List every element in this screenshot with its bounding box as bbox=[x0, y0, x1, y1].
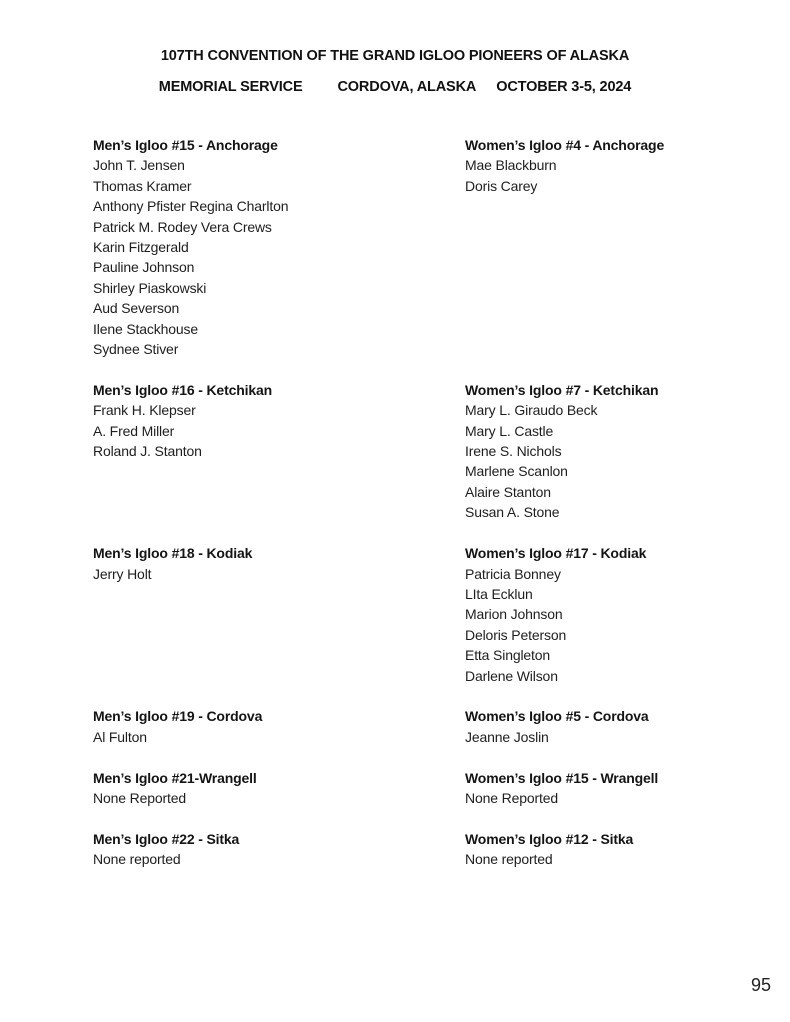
subtitle-dates: OCTOBER 3-5, 2024 bbox=[496, 79, 632, 95]
memorial-name: None reported bbox=[93, 851, 181, 868]
memorial-name: Marion Johnson bbox=[465, 606, 563, 623]
igloo-section-right bbox=[465, 135, 770, 196]
memorial-name: Al Fulton bbox=[93, 728, 147, 745]
memorial-name: None reported bbox=[465, 851, 553, 868]
section-heading: Women’s Igloo #4 - Anchorage bbox=[465, 137, 665, 153]
memorial-name: Anthony Pfister Regina Charlton bbox=[93, 198, 289, 215]
memorial-name: A. Fred Miller bbox=[93, 422, 175, 439]
section-heading: Women’s Igloo #7 - Ketchikan bbox=[465, 381, 659, 398]
memorial-name: Patricia Bonney bbox=[465, 565, 561, 582]
memorial-name: Susan A. Stone bbox=[465, 504, 560, 521]
igloo-section-right bbox=[465, 706, 770, 747]
igloo-section-left bbox=[93, 135, 465, 359]
memorial-name: Jerry Holt bbox=[93, 565, 152, 582]
memorial-name: Jeanne Joslin bbox=[465, 728, 549, 745]
memorial-name: Pauline Johnson bbox=[93, 259, 195, 276]
section-heading: Men’s Igloo #18 - Kodiak bbox=[93, 545, 253, 562]
memorial-name: Sydnee Stiver bbox=[93, 341, 179, 358]
section-heading: Men’s Igloo #22 - Sitka bbox=[93, 830, 240, 847]
igloo-section-right bbox=[465, 829, 770, 870]
igloo-section-right bbox=[465, 543, 770, 686]
memorial-name: LIta Ecklun bbox=[465, 585, 533, 602]
memorial-name: Thomas Kramer bbox=[93, 177, 192, 194]
memorial-name: Darlene Wilson bbox=[465, 667, 558, 684]
memorial-name: Mary L. Giraudo Beck bbox=[465, 402, 598, 419]
memorial-name: Etta Singleton bbox=[465, 647, 551, 664]
section-heading: Men’s Igloo #21-Wrangell bbox=[93, 769, 257, 786]
section-heading: Men’s Igloo #16 - Ketchikan bbox=[93, 381, 273, 398]
page-number: 95 bbox=[750, 975, 771, 995]
subtitle-location: CORDOVA, ALASKA bbox=[337, 79, 477, 95]
memorial-name: None Reported bbox=[93, 789, 187, 806]
memorial-name: Doris Carey bbox=[465, 177, 538, 194]
section-heading: Women’s Igloo #15 - Wrangell bbox=[465, 769, 659, 786]
igloo-section-left bbox=[93, 829, 465, 870]
igloo-section-right bbox=[465, 768, 770, 809]
memorial-name: Karin Fitzgerald bbox=[93, 239, 189, 256]
memorial-name: Frank H. Klepser bbox=[93, 402, 196, 419]
memorial-name: Mary L. Castle bbox=[465, 422, 554, 439]
page-subtitle bbox=[0, 77, 790, 97]
section-heading: Women’s Igloo #5 - Cordova bbox=[465, 708, 649, 725]
section-heading: Women’s Igloo #12 - Sitka bbox=[465, 830, 634, 847]
igloo-section-right bbox=[465, 380, 770, 523]
memorial-name: Shirley Piaskowski bbox=[93, 279, 207, 296]
subtitle-event-name: MEMORIAL SERVICE bbox=[158, 79, 303, 95]
page-title: 107TH CONVENTION OF THE GRAND IGLOO PIONEERS OF ALASKA bbox=[160, 48, 630, 64]
igloo-section-left bbox=[93, 768, 465, 809]
memorial-name: Patrick M. Rodey Vera Crews bbox=[93, 218, 272, 235]
section-heading: Women’s Igloo #17 - Kodiak bbox=[465, 545, 647, 562]
igloo-section-left bbox=[93, 380, 465, 462]
memorial-sections-grid bbox=[93, 135, 770, 870]
memorial-name: Marlene Scanlon bbox=[465, 463, 568, 480]
memorial-name: Alaire Stanton bbox=[465, 483, 551, 500]
memorial-name: Deloris Peterson bbox=[465, 626, 567, 643]
igloo-section-left bbox=[93, 706, 465, 747]
memorial-name: Roland J. Stanton bbox=[93, 443, 202, 460]
section-heading: Men’s Igloo #15 - Anchorage bbox=[93, 137, 278, 153]
memorial-name: Irene S. Nichols bbox=[465, 443, 562, 460]
memorial-name: Mae Blackburn bbox=[465, 157, 557, 174]
memorial-name: John T. Jensen bbox=[93, 157, 185, 174]
document-header bbox=[0, 0, 790, 97]
section-heading: Men’s Igloo #19 - Cordova bbox=[93, 708, 263, 725]
memorial-name: None Reported bbox=[465, 789, 559, 806]
memorial-name: Aud Severson bbox=[93, 300, 180, 317]
igloo-section-left bbox=[93, 543, 465, 584]
memorial-name: Ilene Stackhouse bbox=[93, 320, 199, 337]
